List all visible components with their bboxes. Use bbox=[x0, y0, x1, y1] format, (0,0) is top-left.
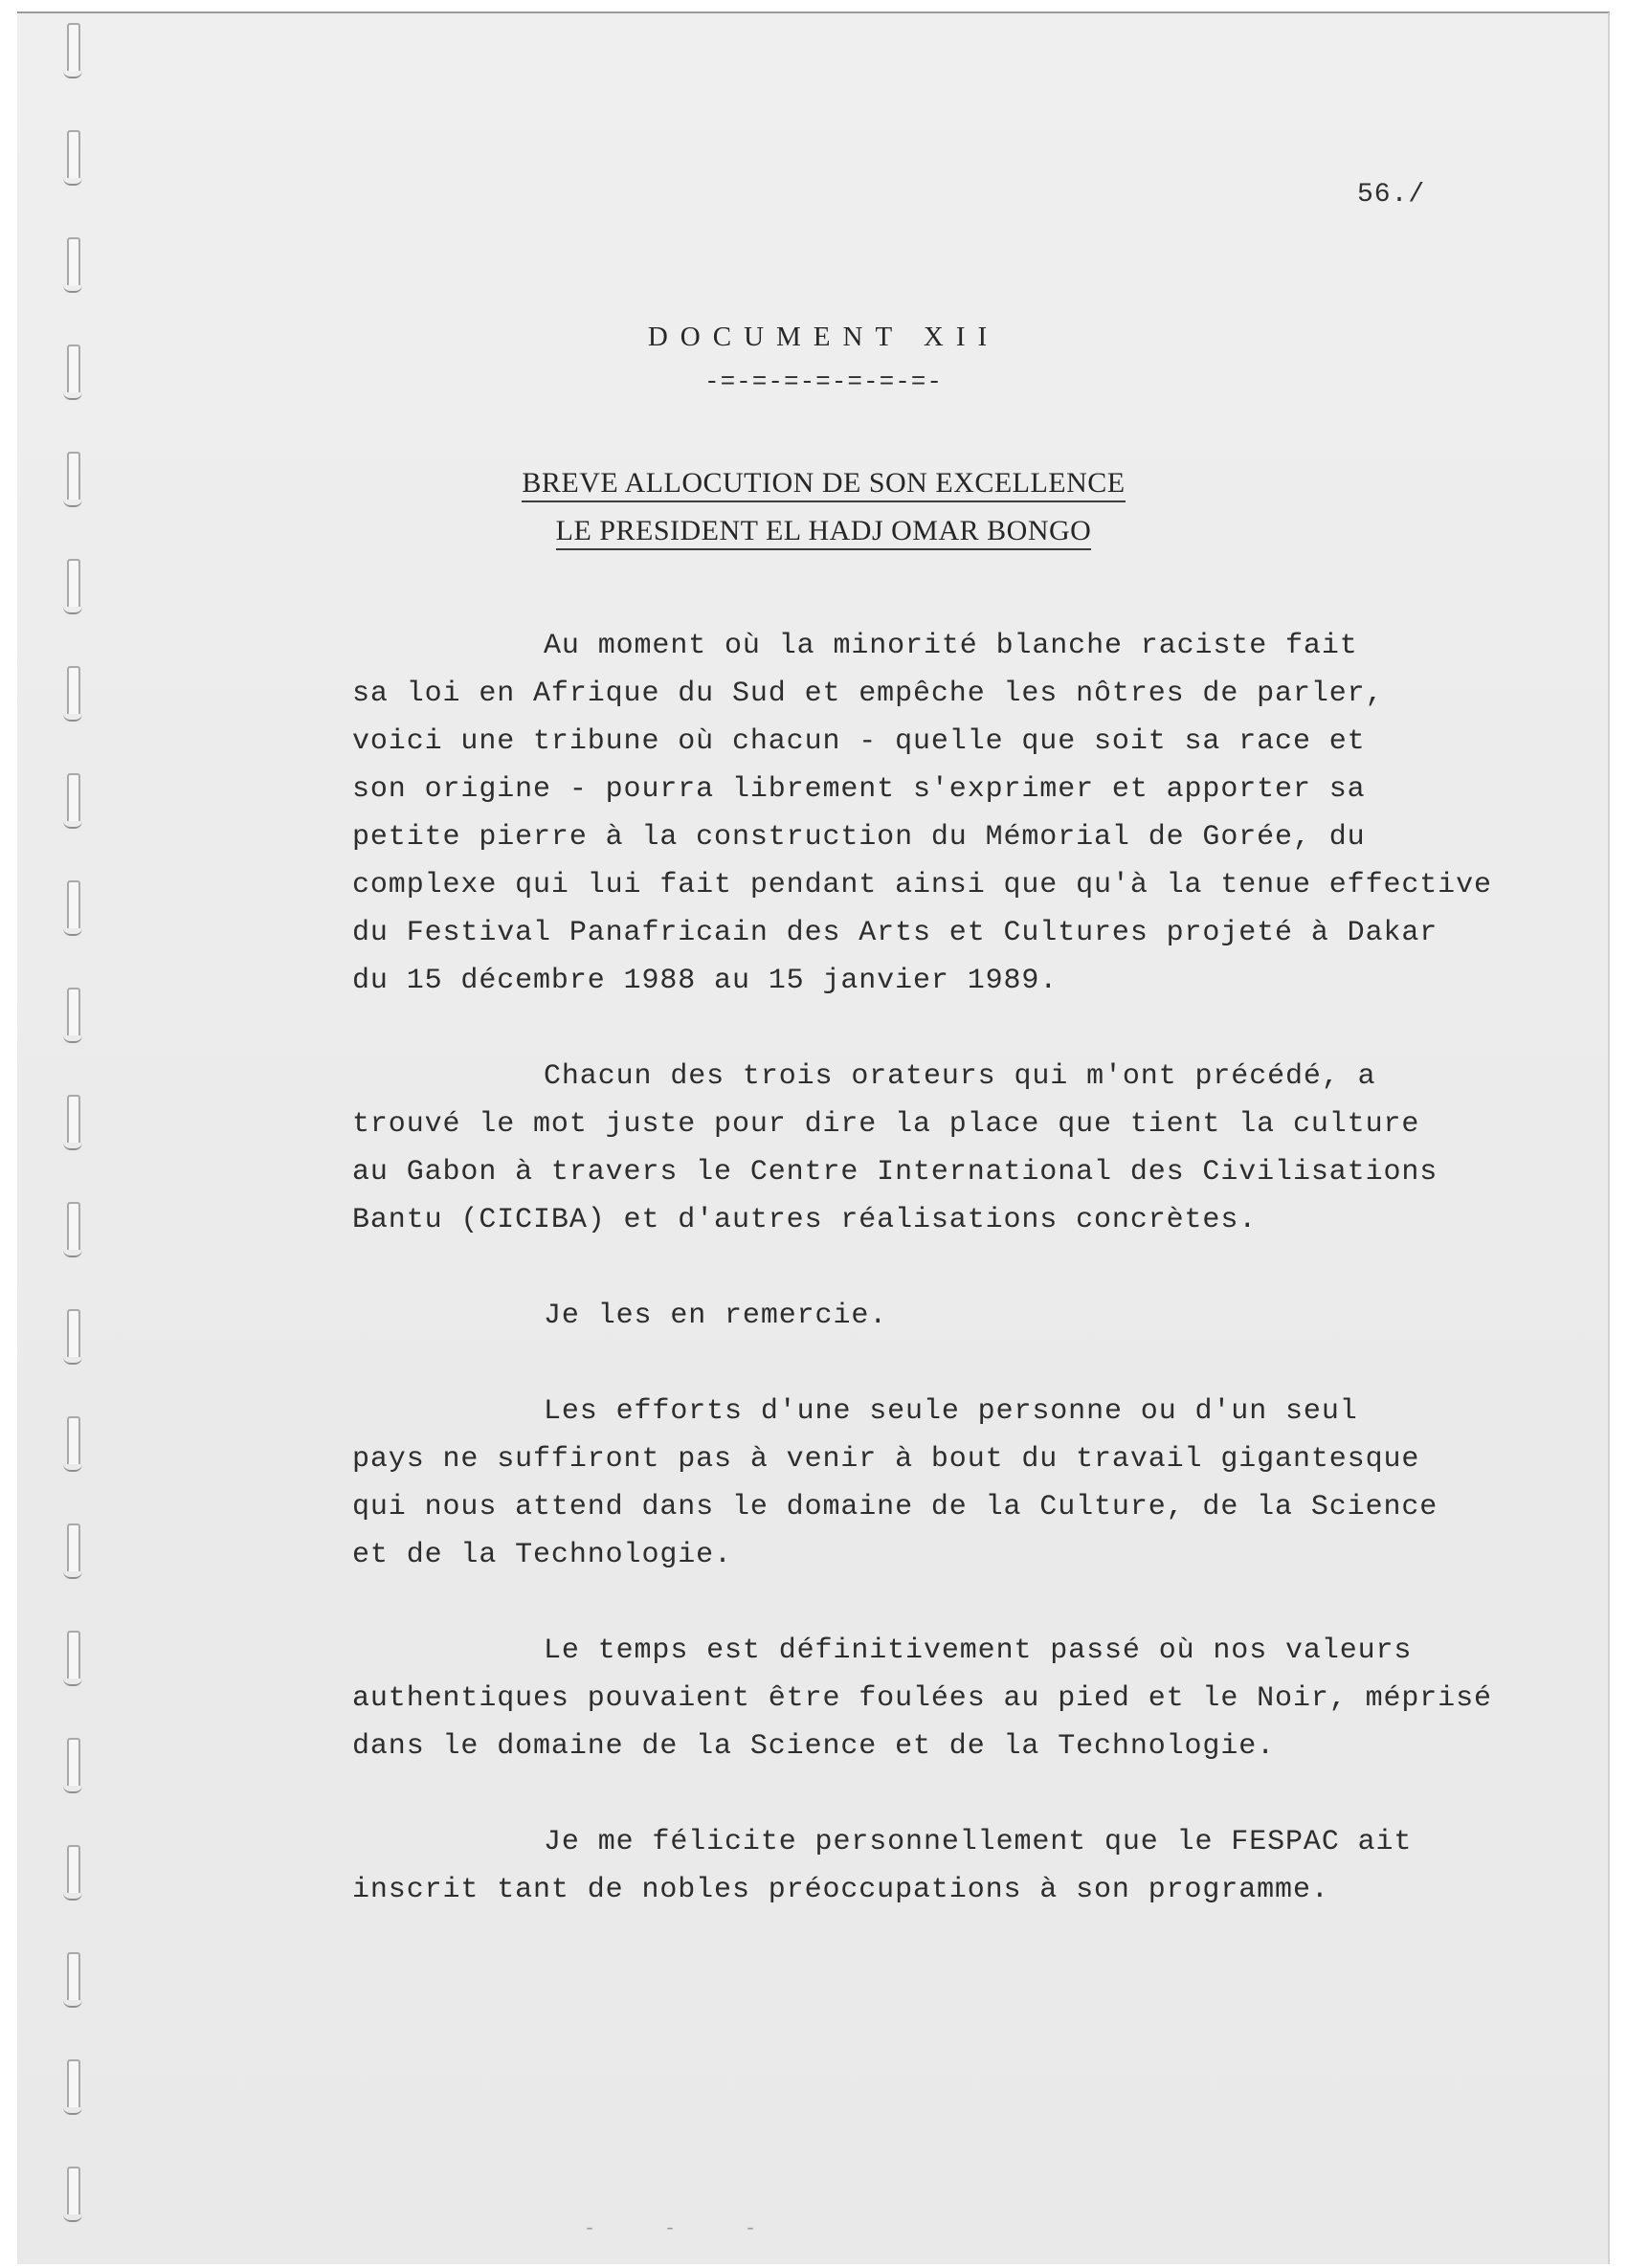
paragraph bbox=[352, 1292, 1577, 1340]
text-line: sa loi en Afrique du Sud et empêche les nôtres de parler, bbox=[352, 678, 1384, 710]
paragraph bbox=[352, 622, 1577, 1005]
binder-hole bbox=[63, 1307, 82, 1365]
heading-line-1 bbox=[0, 467, 1628, 502]
binder-hole bbox=[63, 557, 82, 614]
text-line: pays ne suffiront pas à venir à bout du travail gigantesque bbox=[352, 1443, 1420, 1476]
text-line: Je les en remercie. bbox=[544, 1300, 888, 1332]
title-divider: -=-=-=-=-=-=-=- bbox=[703, 367, 944, 396]
text-line: Chacun des trois orateurs qui m'ont précédé, a bbox=[544, 1060, 1376, 1093]
text-line: et de la Technologie. bbox=[352, 1539, 732, 1571]
page-number: 56./ bbox=[1357, 180, 1426, 210]
binder-hole bbox=[63, 1414, 82, 1472]
binder-hole bbox=[63, 1522, 82, 1579]
binder-hole bbox=[63, 2165, 82, 2222]
binder-hole bbox=[63, 1843, 82, 1901]
text-line: inscrit tant de nobles préoccupations à son programme. bbox=[352, 1874, 1329, 1906]
text-line: trouvé le mot juste pour dire la place que tient la culture bbox=[352, 1108, 1420, 1141]
binder-hole bbox=[63, 1629, 82, 1686]
paragraph bbox=[352, 1388, 1577, 1579]
binder-hole bbox=[63, 1736, 82, 1793]
paragraph bbox=[352, 1818, 1577, 1914]
text-line: petite pierre à la construction du Mémorial de Gorée, du bbox=[352, 821, 1366, 854]
binder-hole bbox=[63, 1950, 82, 2008]
text-line: authentiques pouvaient être foulées au pied et le Noir, méprisé bbox=[352, 1682, 1492, 1715]
text-line: Les efforts d'une seule personne ou d'un seul bbox=[544, 1395, 1358, 1428]
text-line: voici une tribune où chacun - quelle que soit sa race et bbox=[352, 725, 1366, 758]
heading-line-2 bbox=[0, 515, 1628, 550]
text-line: Bantu (CICIBA) et d'autres réalisations concrètes. bbox=[352, 1204, 1258, 1236]
text-line: complexe qui lui fait pendant ainsi que qu'à la tenue effective bbox=[352, 869, 1492, 901]
binder-hole bbox=[63, 128, 82, 186]
text-line: qui nous attend dans le domaine de la Culture, de la Science bbox=[352, 1491, 1438, 1523]
text-line: Au moment où la minorité blanche raciste fait bbox=[544, 630, 1358, 662]
paragraph bbox=[352, 1053, 1577, 1244]
binder-hole bbox=[63, 664, 82, 722]
binder-holes bbox=[48, 21, 86, 2251]
paper-specks: - - - bbox=[584, 2218, 786, 2240]
binder-hole bbox=[63, 986, 82, 1043]
heading-line-2-text: LE PRESIDENT EL HADJ OMAR BONGO bbox=[556, 515, 1092, 550]
text-line: Je me félicite personnellement que le FESPAC ait bbox=[544, 1826, 1413, 1858]
binder-hole bbox=[63, 235, 82, 293]
text-line: au Gabon à travers le Centre International des Civilisations bbox=[352, 1156, 1438, 1189]
binder-hole bbox=[63, 1093, 82, 1150]
binder-hole bbox=[63, 878, 82, 936]
speech-body bbox=[352, 622, 1577, 1962]
document-title: DOCUMENT XII bbox=[647, 322, 1000, 352]
text-line: dans le domaine de la Science et de la Technologie. bbox=[352, 1730, 1276, 1763]
heading-line-1-text: BREVE ALLOCUTION DE SON EXCELLENCE bbox=[522, 467, 1125, 502]
text-line: son origine - pourra librement s'exprimer et apporter sa bbox=[352, 773, 1366, 806]
text-line: Le temps est définitivement passé où nos valeurs bbox=[544, 1634, 1413, 1667]
binder-hole bbox=[63, 2057, 82, 2115]
binder-hole bbox=[63, 771, 82, 829]
binder-hole bbox=[63, 1200, 82, 1257]
text-line: du 15 décembre 1988 au 15 janvier 1989. bbox=[352, 965, 1059, 997]
paragraph bbox=[352, 1627, 1577, 1770]
binder-hole bbox=[63, 21, 82, 78]
text-line: du Festival Panafricain des Arts et Cultures projeté à Dakar bbox=[352, 917, 1438, 949]
